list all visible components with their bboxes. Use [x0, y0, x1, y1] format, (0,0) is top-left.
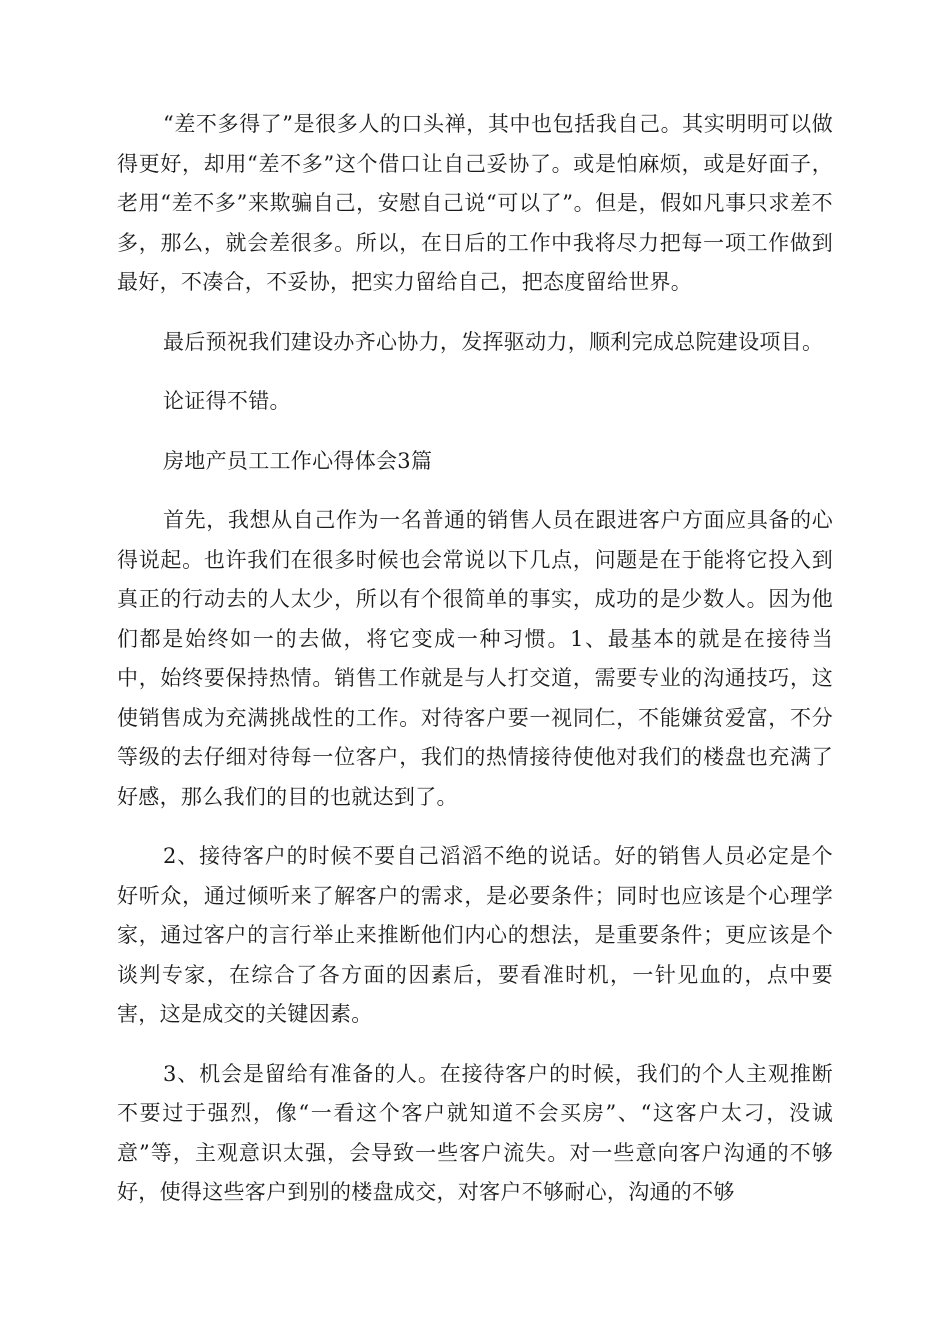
document-body: [117, 105, 833, 1233]
paragraph-comment: 论证得不错。: [163, 389, 291, 413]
paragraph-best-wishes: 最后预祝我们建设办齐心协力，发挥驱动力，顺利完成总院建设项目。: [163, 329, 824, 354]
section-title: 房地产员工工作心得体会3篇: [163, 448, 433, 473]
paragraph-third-point: 3、机会是留给有准备的人。在接待客户的时候，我们的个人主观推断不要过于强烈，像“一看这个客户就知道不会买房”、“这客户太刁，没诚意”等，主观意识太强，会导致一些客户流失。对一些意向客户沟通的不够好，使得这些客户到别的楼盘成交，对客户不够耐心，沟通的不够: [117, 1061, 833, 1204]
paragraph-second-point: 2、接待客户的时候不要自己滔滔不绝的说话。好的销售人员必定是个好听众，通过倾听来了解客户的需求，是必要条件；同时也应该是个心理学家，通过客户的言行举止来推断他们内心的想法，是重要条件；更应该是个谈判专家，在综合了各方面的因素后，要看准时机，一针见血的，点中要害，这是成交的关键因素。: [117, 844, 833, 1026]
paragraph-cha-bu-duo: “差不多得了”是很多人的口头禅，其中也包括我自己。其实明明可以做得更好，却用“差不多”这个借口让自己妥协了。或是怕麻烦，或是好面子，老用“差不多”来欺骗自己，安慰自己说“可以了”。但是，假如凡事只求差不多，那么，就会差很多。所以，在日后的工作中我将尽力把每一项工作做到最好，不凑合，不妥协，把实力留给自己，把态度留给世界。: [117, 112, 833, 294]
paragraph-first-point: 首先，我想从自己作为一名普通的销售人员在跟进客户方面应具备的心得说起。也许我们在很多时候也会常说以下几点，问题是在于能将它投入到真正的行动去的人太少，所以有个很简单的事实，成功的是少数人。因为他们都是始终如一的去做，将它变成一种习惯。1、最基本的就是在接待当中，始终要保持热情。销售工作就是与人打交道，需要专业的沟通技巧，这使销售成为充满挑战性的工作。对待客户要一视同仁，不能嫌贫爱富，不分等级的去仔细对待每一位客户，我们的热情接待使他对我们的楼盘也充满了好感，那么我们的目的也就达到了。: [117, 508, 833, 809]
